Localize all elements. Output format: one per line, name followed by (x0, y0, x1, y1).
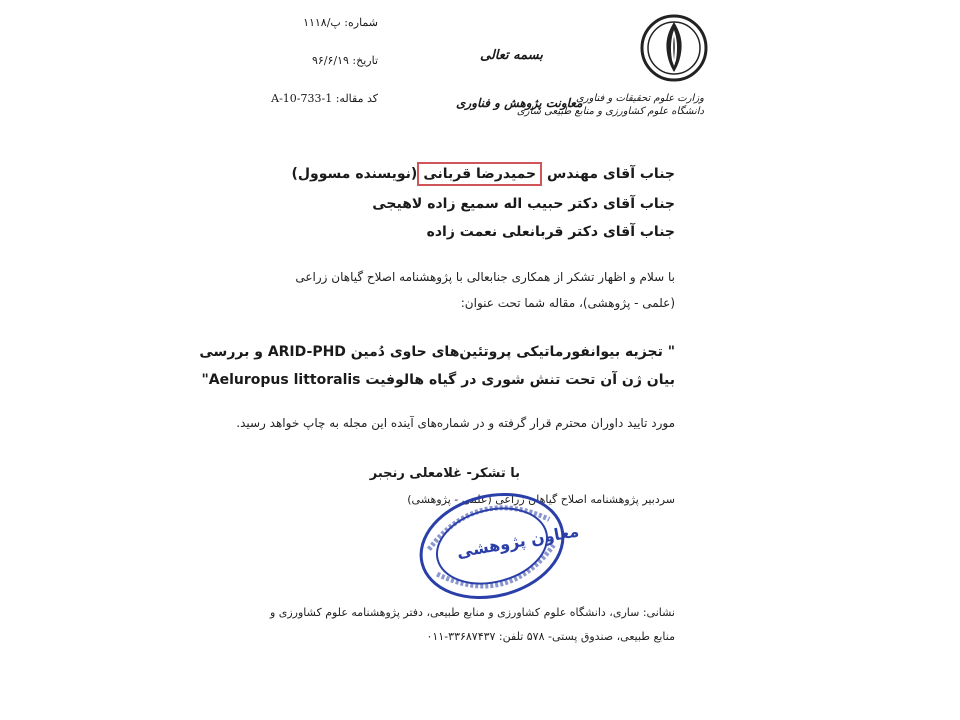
addressee-2: جناب آقای دکتر حبیب اله سمیع زاده لاهیجی (372, 196, 675, 212)
basmala: بسمه تعالی (480, 48, 543, 63)
signature-position: سردبیر پژوهشنامه اصلاح گیاهان زراعی (علمی - پژوهشی) (407, 493, 675, 506)
code-value: A-10-733-1 (271, 92, 333, 105)
office-title: معاونت پژوهش و فناوری (456, 96, 583, 110)
stamp-center-text: معاون پژوهشی (455, 521, 581, 562)
address-line-2: منابع طبیعی، صندوق پستی- ۵۷۸ تلفن: ۳۳۶۸۷۴۳۷-۰۱۱ (426, 630, 675, 643)
signature-thanks: با تشکر- غلامعلی رنجبر (369, 466, 520, 481)
addressee-1 (292, 162, 675, 186)
official-stamp (412, 486, 581, 606)
university-line: دانشگاه علوم کشاورزی و منابع طبیعی ساری (516, 106, 704, 117)
ministry-line: وزارت علوم تحقیقات و فناوری (575, 93, 704, 104)
addressee-1-prefix: جناب آقای مهندس (547, 166, 675, 182)
logo-emblem-icon (638, 8, 710, 94)
letter-number (303, 16, 378, 29)
university-logo (638, 8, 710, 94)
number-value: پ/۱۱۱۸ (303, 16, 341, 29)
article-code (271, 92, 378, 105)
article-title-line-1: " تجزیه بیوانفورماتیکی پروتئین‌های حاوی دُمین ARID-PHD و بررسی (199, 344, 675, 360)
address-line-1: نشانی: ساری، دانشگاه علوم کشاورزی و منابع طبیعی، دفتر پژوهشنامه علوم کشاورزی و (269, 606, 675, 619)
letter-date (312, 54, 378, 67)
author-name: حمیدرضا قربانی (423, 166, 537, 182)
highlighted-author-name (417, 162, 542, 186)
greeting-line: با سلام و اظهار تشکر از همکاری جنابعالی با پژوهشنامه اصلاح گیاهان زراعی (295, 270, 675, 284)
corresponding-author-note: (نویسنده مسوول) (291, 166, 418, 182)
addressee-3: جناب آقای دکتر قربانعلی نعمت زاده (426, 224, 675, 240)
article-title-line-2: بیان ژن آن تحت تنش شوری در گیاه هالوفیت Aeluropus littoralis" (201, 372, 675, 388)
journal-type-line: (علمی - پژوهشی)، مقاله شما تحت عنوان: (460, 296, 675, 310)
number-label: شماره: (344, 16, 378, 29)
code-label: کد مقاله: (335, 92, 378, 105)
date-value: ۹۶/۶/۱۹ (311, 54, 349, 67)
acceptance-line: مورد تایید داوران محترم قرار گرفته و در شماره‌های آینده این مجله به چاپ خواهد رسید. (236, 416, 675, 430)
date-label: تاریخ: (352, 54, 378, 67)
